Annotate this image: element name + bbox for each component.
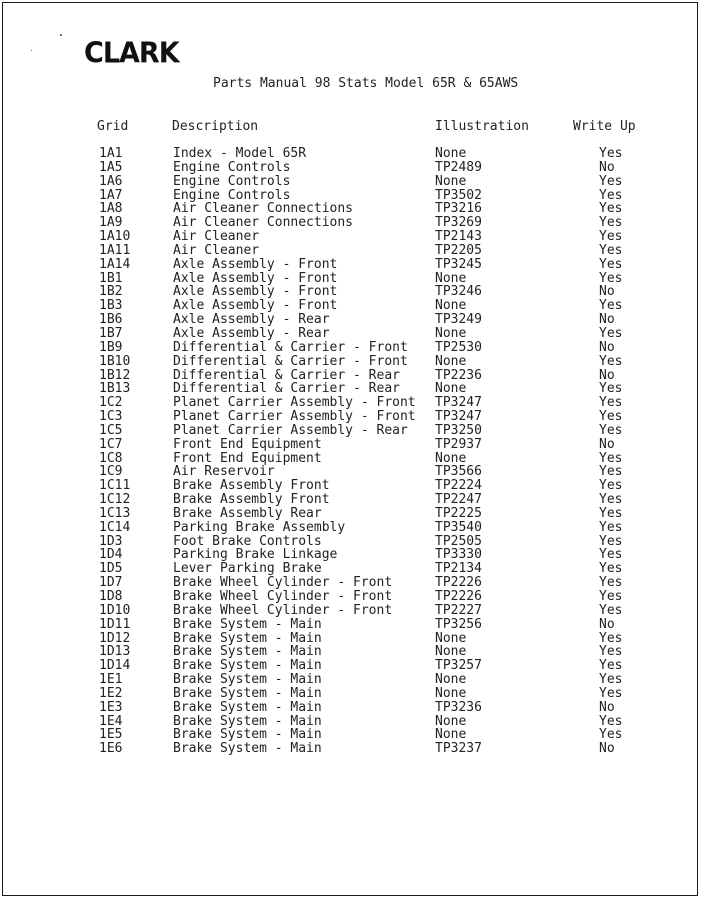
description-cell: Axle Assembly - Front <box>173 298 338 314</box>
illustration-cell: TP3540 <box>435 519 482 535</box>
write-up-cell: Yes <box>599 658 623 674</box>
grid-cell: 1D13 <box>99 644 131 660</box>
table-row <box>0 645 702 659</box>
description-cell: Planet Carrier Assembly - Front <box>173 409 416 425</box>
grid-cell: 1E4 <box>99 713 123 729</box>
grid-cell: 1D4 <box>99 547 123 563</box>
write-up-cell: Yes <box>599 492 623 508</box>
table-row <box>0 272 702 286</box>
grid-cell: 1C9 <box>99 464 123 480</box>
illustration-cell: TP3502 <box>435 187 482 203</box>
illustration-cell: TP3237 <box>435 741 482 757</box>
illustration-cell: None <box>435 630 467 646</box>
grid-cell: 1C2 <box>99 395 123 411</box>
table-row <box>0 382 702 396</box>
illustration-cell: None <box>435 298 467 314</box>
grid-cell: 1A6 <box>99 173 123 189</box>
description-cell: Air Reservoir <box>173 464 275 480</box>
grid-cell: 1A1 <box>99 146 123 161</box>
grid-cell: 1E2 <box>99 685 123 701</box>
table-row <box>0 161 702 175</box>
illustration-cell: TP2247 <box>435 492 482 508</box>
description-cell: Brake System - Main <box>173 727 322 743</box>
header-description: Description <box>172 119 259 134</box>
grid-cell: 1B7 <box>99 325 123 341</box>
grid-cell: 1C11 <box>99 478 131 494</box>
write-up-cell: Yes <box>599 395 623 411</box>
header-write-up: Write Up <box>573 119 636 134</box>
table-row <box>0 673 702 687</box>
description-cell: Axle Assembly - Rear <box>173 325 330 341</box>
illustration-cell: None <box>435 713 467 729</box>
illustration-cell: TP3256 <box>435 616 482 632</box>
table-row <box>0 216 702 230</box>
grid-cell: 1D3 <box>99 533 123 549</box>
illustration-cell: TP3269 <box>435 215 482 231</box>
description-cell: Parking Brake Linkage <box>173 547 338 563</box>
table-row <box>0 230 702 244</box>
write-up-cell: Yes <box>599 630 623 646</box>
write-up-cell: Yes <box>599 547 623 563</box>
grid-cell: 1A5 <box>99 159 123 175</box>
illustration-cell: None <box>435 173 467 189</box>
illustration-cell: None <box>435 325 467 341</box>
grid-cell: 1A11 <box>99 242 131 258</box>
write-up-cell: Yes <box>599 450 623 466</box>
table-row <box>0 438 702 452</box>
grid-cell: 1E1 <box>99 672 123 688</box>
illustration-cell: TP2226 <box>435 589 482 604</box>
grid-cell: 1A7 <box>99 187 123 203</box>
clark-logo: CLARK <box>84 37 179 70</box>
description-cell: Axle Assembly - Front <box>173 270 338 286</box>
table-row <box>0 576 702 590</box>
write-up-cell: Yes <box>599 298 623 314</box>
write-up-cell: Yes <box>599 602 623 618</box>
description-cell: Engine Controls <box>173 173 291 189</box>
illustration-cell: TP3330 <box>435 547 482 563</box>
grid-cell: 1D12 <box>99 630 131 646</box>
illustration-cell: TP2224 <box>435 478 482 494</box>
write-up-cell: Yes <box>599 685 623 701</box>
grid-cell: 1B10 <box>99 353 131 369</box>
description-cell: Brake System - Main <box>173 741 322 757</box>
table-row <box>0 507 702 521</box>
illustration-cell: None <box>435 353 467 369</box>
table-row <box>0 479 702 493</box>
illustration-cell: TP3257 <box>435 658 482 674</box>
description-cell: Differential & Carrier - Front <box>173 339 408 355</box>
table-row <box>0 424 702 438</box>
table-row <box>0 299 702 313</box>
table-row <box>0 258 702 272</box>
write-up-cell: Yes <box>599 422 623 438</box>
description-cell: Brake System - Main <box>173 685 322 701</box>
illustration-cell: TP2134 <box>435 561 482 577</box>
grid-cell: 1B9 <box>99 339 123 355</box>
description-cell: Brake System - Main <box>173 616 322 632</box>
write-up-cell: Yes <box>599 146 623 161</box>
table-row <box>0 452 702 466</box>
illustration-cell: TP2205 <box>435 242 482 258</box>
illustration-cell: TP2226 <box>435 575 482 591</box>
write-up-cell: Yes <box>599 173 623 189</box>
table-row <box>0 147 702 161</box>
illustration-cell: TP3249 <box>435 312 482 328</box>
illustration-cell: TP2143 <box>435 229 482 245</box>
write-up-cell: Yes <box>599 381 623 397</box>
grid-cell: 1B6 <box>99 312 123 328</box>
illustration-cell: None <box>435 450 467 466</box>
illustration-cell: None <box>435 270 467 286</box>
write-up-cell: Yes <box>599 187 623 203</box>
description-cell: Engine Controls <box>173 159 291 175</box>
write-up-cell: No <box>599 284 615 300</box>
write-up-cell: No <box>599 312 615 328</box>
table-row <box>0 715 702 729</box>
header-illustration: Illustration <box>435 119 529 134</box>
table-row <box>0 604 702 618</box>
grid-cell: 1C14 <box>99 519 131 535</box>
grid-cell: 1A8 <box>99 201 123 217</box>
write-up-cell: Yes <box>599 727 623 743</box>
table-row <box>0 327 702 341</box>
grid-cell: 1B2 <box>99 284 123 300</box>
description-cell: Brake Assembly Front <box>173 492 330 508</box>
write-up-cell: Yes <box>599 713 623 729</box>
write-up-cell: Yes <box>599 589 623 604</box>
table-row <box>0 465 702 479</box>
write-up-cell: Yes <box>599 353 623 369</box>
illustration-cell: TP2530 <box>435 339 482 355</box>
illustration-cell: None <box>435 672 467 688</box>
description-cell: Brake System - Main <box>173 672 322 688</box>
table-row <box>0 175 702 189</box>
grid-cell: 1B13 <box>99 381 131 397</box>
write-up-cell: Yes <box>599 409 623 425</box>
description-cell: Differential & Carrier - Rear <box>173 381 400 397</box>
table-row <box>0 659 702 673</box>
description-cell: Index - Model 65R <box>173 146 307 161</box>
header-grid: Grid <box>97 119 129 134</box>
grid-cell: 1B3 <box>99 298 123 314</box>
grid-cell: 1D5 <box>99 561 123 577</box>
description-cell: Planet Carrier Assembly - Rear <box>173 422 408 438</box>
table-row <box>0 369 702 383</box>
description-cell: Differential & Carrier - Front <box>173 353 408 369</box>
description-cell: Brake Wheel Cylinder - Front <box>173 575 393 591</box>
grid-cell: 1D11 <box>99 616 131 632</box>
table-row <box>0 396 702 410</box>
table-row <box>0 410 702 424</box>
description-cell: Brake Wheel Cylinder - Front <box>173 589 393 604</box>
write-up-cell: No <box>599 699 615 715</box>
table-row <box>0 590 702 604</box>
grid-cell: 1C3 <box>99 409 123 425</box>
table-row <box>0 632 702 646</box>
grid-cell: 1A9 <box>99 215 123 231</box>
description-cell: Axle Assembly - Rear <box>173 312 330 328</box>
description-cell: Air Cleaner Connections <box>173 201 354 217</box>
write-up-cell: Yes <box>599 229 623 245</box>
description-cell: Axle Assembly - Front <box>173 256 338 272</box>
illustration-cell: None <box>435 727 467 743</box>
write-up-cell: Yes <box>599 256 623 272</box>
scan-speck <box>31 50 32 51</box>
grid-cell: 1D8 <box>99 589 123 604</box>
write-up-cell: Yes <box>599 325 623 341</box>
illustration-cell: TP3245 <box>435 256 482 272</box>
grid-cell: 1E5 <box>99 727 123 743</box>
description-cell: Brake Assembly Front <box>173 478 330 494</box>
write-up-cell: Yes <box>599 672 623 688</box>
grid-cell: 1D7 <box>99 575 123 591</box>
write-up-cell: Yes <box>599 201 623 217</box>
write-up-cell: Yes <box>599 533 623 549</box>
table-row <box>0 687 702 701</box>
description-cell: Axle Assembly - Front <box>173 284 338 300</box>
write-up-cell: No <box>599 159 615 175</box>
write-up-cell: No <box>599 436 615 452</box>
illustration-cell: TP2236 <box>435 367 482 383</box>
illustration-cell: TP2225 <box>435 505 482 521</box>
table-row <box>0 244 702 258</box>
write-up-cell: Yes <box>599 478 623 494</box>
write-up-cell: Yes <box>599 505 623 521</box>
grid-cell: 1C13 <box>99 505 131 521</box>
grid-cell: 1C8 <box>99 450 123 466</box>
table-row <box>0 742 702 756</box>
table-row <box>0 355 702 369</box>
illustration-cell: TP3216 <box>435 201 482 217</box>
write-up-cell: Yes <box>599 464 623 480</box>
illustration-cell: None <box>435 381 467 397</box>
grid-cell: 1B1 <box>99 270 123 286</box>
table-row <box>0 535 702 549</box>
table-row <box>0 313 702 327</box>
grid-cell: 1C7 <box>99 436 123 452</box>
description-cell: Differential & Carrier - Rear <box>173 367 400 383</box>
description-cell: Foot Brake Controls <box>173 533 322 549</box>
write-up-cell: Yes <box>599 270 623 286</box>
description-cell: Brake System - Main <box>173 658 322 674</box>
grid-cell: 1E6 <box>99 741 123 757</box>
write-up-cell: No <box>599 741 615 757</box>
illustration-cell: None <box>435 644 467 660</box>
description-cell: Brake System - Main <box>173 699 322 715</box>
description-cell: Front End Equipment <box>173 450 322 466</box>
write-up-cell: Yes <box>599 644 623 660</box>
illustration-cell: TP2505 <box>435 533 482 549</box>
description-cell: Parking Brake Assembly <box>173 519 346 535</box>
illustration-cell: TP3247 <box>435 409 482 425</box>
grid-cell: 1D14 <box>99 658 131 674</box>
description-cell: Air Cleaner Connections <box>173 215 354 231</box>
grid-cell: 1A10 <box>99 229 131 245</box>
illustration-cell: TP3246 <box>435 284 482 300</box>
description-cell: Engine Controls <box>173 187 291 203</box>
grid-cell: 1E3 <box>99 699 123 715</box>
table-row <box>0 701 702 715</box>
description-cell: Brake System - Main <box>173 630 322 646</box>
illustration-cell: None <box>435 685 467 701</box>
write-up-cell: Yes <box>599 575 623 591</box>
table-row <box>0 562 702 576</box>
table-row <box>0 728 702 742</box>
scan-speck <box>60 34 62 36</box>
description-cell: Brake Wheel Cylinder - Front <box>173 602 393 618</box>
description-cell: Brake System - Main <box>173 713 322 729</box>
grid-cell: 1C12 <box>99 492 131 508</box>
illustration-cell: TP2937 <box>435 436 482 452</box>
write-up-cell: No <box>599 339 615 355</box>
table-row <box>0 521 702 535</box>
write-up-cell: No <box>599 616 615 632</box>
table-header <box>0 119 702 135</box>
illustration-cell: TP3250 <box>435 422 482 438</box>
table-row <box>0 618 702 632</box>
parts-table <box>0 147 702 756</box>
grid-cell: 1A14 <box>99 256 131 272</box>
grid-cell: 1B12 <box>99 367 131 383</box>
table-row <box>0 493 702 507</box>
description-cell: Brake Assembly Rear <box>173 505 322 521</box>
illustration-cell: TP3236 <box>435 699 482 715</box>
description-cell: Front End Equipment <box>173 436 322 452</box>
write-up-cell: Yes <box>599 561 623 577</box>
page-title: Parts Manual 98 Stats Model 65R & 65AWS <box>213 76 519 91</box>
write-up-cell: Yes <box>599 242 623 258</box>
write-up-cell: Yes <box>599 215 623 231</box>
table-row <box>0 285 702 299</box>
table-row <box>0 202 702 216</box>
grid-cell: 1D10 <box>99 602 131 618</box>
illustration-cell: TP2227 <box>435 602 482 618</box>
description-cell: Air Cleaner <box>173 242 260 258</box>
description-cell: Planet Carrier Assembly - Front <box>173 395 416 411</box>
illustration-cell: None <box>435 146 467 161</box>
table-row <box>0 548 702 562</box>
description-cell: Lever Parking Brake <box>173 561 322 577</box>
description-cell: Brake System - Main <box>173 644 322 660</box>
write-up-cell: No <box>599 367 615 383</box>
illustration-cell: TP2489 <box>435 159 482 175</box>
illustration-cell: TP3247 <box>435 395 482 411</box>
write-up-cell: Yes <box>599 519 623 535</box>
illustration-cell: TP3566 <box>435 464 482 480</box>
table-row <box>0 341 702 355</box>
description-cell: Air Cleaner <box>173 229 260 245</box>
table-row <box>0 189 702 203</box>
grid-cell: 1C5 <box>99 422 123 438</box>
